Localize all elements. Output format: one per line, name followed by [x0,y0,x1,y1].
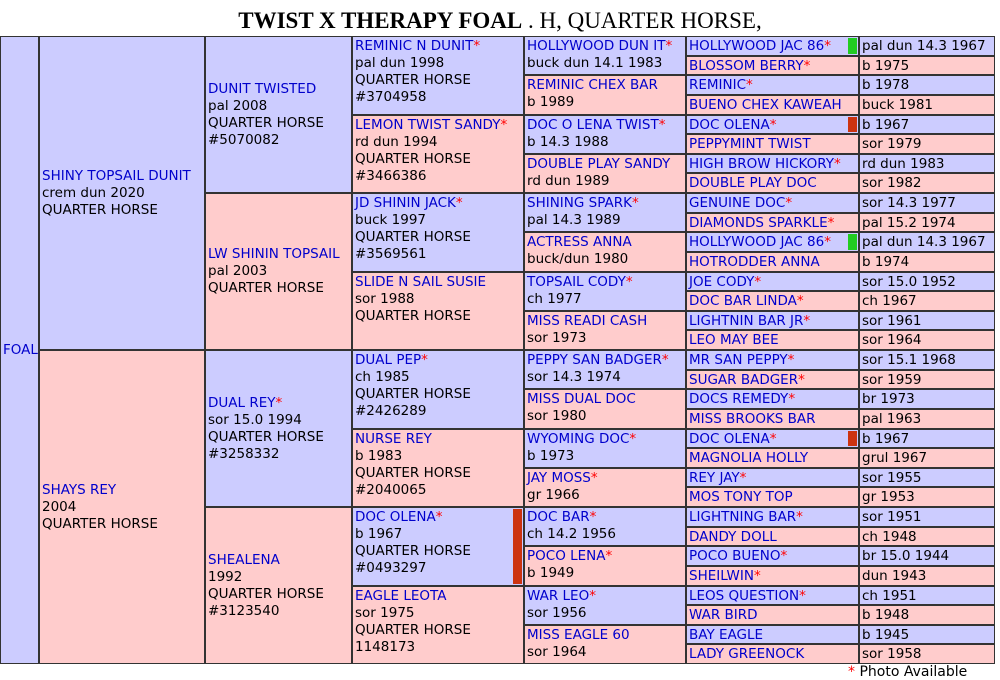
horse-cell-gen4 [524,36,686,75]
horse-name-link[interactable]: BLOSSOM BERRY [689,58,804,74]
photo-star-icon: * [746,77,753,93]
horse-detail-l1: pal 14.3 1989 [527,212,621,228]
horse-detail-l2: QUARTER HORSE [42,515,158,532]
horse-cell-gen4 [524,193,686,232]
photo-star-icon: * [665,38,673,54]
horse-cell-gen5 [686,213,859,232]
horse-detail-l1: b 14.3 1988 [527,134,609,150]
horse-info-gen5: b 1974 [859,252,995,272]
horse-detail-l2: QUARTER HORSE [208,585,324,602]
photo-star-icon: * [824,38,831,54]
green-flag-icon [848,234,857,250]
horse-name-link[interactable]: DOUBLE PLAY DOC [689,175,817,191]
horse-detail-l1: rd dun 1989 [527,173,610,189]
horse-name-link[interactable]: REMINIC CHEX BAR [527,77,658,93]
horse-name-link[interactable]: JOE CODY [689,274,755,290]
horse-info-gen5: br 1973 [859,389,995,409]
photo-star-icon: * [589,588,596,604]
photo-star-icon: * [769,431,777,447]
photo-star-icon: * [798,372,805,388]
horse-cell-gen5 [686,566,859,586]
red-flag-icon [848,117,857,132]
horse-name-link[interactable]: MR SAN PEPPY [689,352,788,368]
horse-name-link[interactable]: DOC OLENA [689,117,770,133]
photo-star-icon: * [799,588,806,604]
horse-name-line [527,195,683,212]
photo-star-icon: * [629,431,637,447]
photo-star-icon: * [661,352,669,368]
horse-info-gen5: ch 1948 [859,527,995,546]
horse-detail-l1: buck 1997 [355,212,427,228]
horse-detail-l1: sor 1964 [527,644,587,660]
horse-info-gen5: sor 1961 [859,311,995,330]
horse-detail-l2: QUARTER HORSE [355,622,471,638]
horse-name-link[interactable]: LIGHTNING BAR [689,509,797,525]
horse-cell-gen5 [686,586,859,605]
horse-cell-gen5 [686,36,859,56]
photo-star-icon: * [803,58,811,74]
horse-name-line [355,431,521,448]
horse-detail-l2: QUARTER HORSE [208,114,324,131]
horse-detail-l3: #2040065 [355,482,427,498]
photo-star-icon: * [753,568,761,584]
horse-info-gen5: sor 1979 [859,134,995,154]
horse-cell-gen4 [524,75,686,115]
horse-name-link[interactable]: MOS TONY TOP [689,489,793,505]
horse-info-gen5: dun 1943 [859,566,995,586]
horse-info-gen5: sor 1955 [859,468,995,487]
page-title: TWIST X THERAPY FOAL . H, QUARTER HORSE, [238,8,762,33]
photo-star-icon: * [605,548,613,564]
horse-name-link[interactable]: MISS READI CASH [527,313,648,329]
horse-name-link[interactable]: LIGHTNIN BAR JR [689,313,804,329]
horse-name-link[interactable]: LW SHININ TOPSAIL [208,246,340,262]
horse-cell-gen4 [524,232,686,272]
horse-cell-gen5 [686,527,859,546]
horse-name-link[interactable]: DOUBLE PLAY SANDY [527,156,671,172]
horse-name-link[interactable]: POCO LENA [527,548,606,564]
horse-name-line [527,548,683,565]
horse-cell-gen3 [352,193,524,272]
horse-name-line [355,588,521,605]
horse-detail-l2: QUARTER HORSE [355,465,471,481]
horse-detail-l1: sor 1975 [355,605,415,621]
photo-star-icon: * [803,313,811,329]
horse-detail-l1: 2004 [42,498,77,515]
horse-detail-l1: pal 2003 [208,263,268,279]
horse-info-gen5: b 1975 [859,56,995,75]
photo-star-icon: * [785,195,793,211]
horse-cell-gen4 [524,586,686,625]
photo-star-icon: * [631,195,639,211]
photo-star-icon: * [435,509,443,525]
horse-name-line [527,588,683,605]
horse-cell-gen5 [686,330,859,350]
horse-name-link[interactable]: DUAL REY [208,394,276,411]
photo-star-icon: * [473,38,481,54]
horse-name-line [527,274,683,291]
horse-cell-gen4 [524,468,686,507]
horse-name-line [355,509,509,526]
horse-info-gen5: gr 1953 [859,487,995,507]
horse-cell-gen5 [686,487,859,507]
horse-name-link[interactable]: DOC OLENA [355,509,436,525]
horse-name-line [355,274,521,291]
horse-detail-l3: #3123540 [208,602,280,619]
horse-detail-l1: buck dun 14.1 1983 [527,55,663,71]
horse-name-link[interactable]: TOPSAIL CODY [527,274,626,290]
horse-info-gen5: rd dun 1983 [859,154,995,173]
horse-detail-l2: QUARTER HORSE [355,72,471,88]
horse-name-line [527,234,683,251]
horse-name-link[interactable]: WAR BIRD [689,607,758,623]
photo-star-icon: * [827,215,835,231]
photo-star-icon: * [788,391,796,407]
horse-detail-l1: sor 15.0 1994 [208,411,302,428]
horse-name-line [208,81,349,98]
horse-detail-l3: #3466386 [355,168,427,184]
photo-star-icon: * [787,352,795,368]
horse-detail-l2: QUARTER HORSE [208,280,324,296]
foal-name-link[interactable]: FOAL [3,341,38,358]
horse-detail-l2: QUARTER HORSE [355,386,471,402]
horse-cell-gen3 [352,115,524,193]
horse-detail-l3: #5070082 [208,131,280,148]
horse-cell-gen4 [524,546,686,586]
horse-info-gen5: b 1945 [859,625,995,644]
horse-cell-gen5 [686,409,859,429]
horse-name-line [208,395,349,412]
horse-detail-l3: #2426289 [355,403,427,419]
horse-detail-l1: sor 1980 [527,408,587,424]
horse-name-link[interactable]: DOC BAR [527,509,590,525]
horse-cell-gen5 [686,56,859,75]
photo-star-icon: * [500,117,508,133]
horse-name-link[interactable]: HOLLYWOOD DUN IT [527,38,666,54]
horse-detail-l3: #0493297 [355,560,427,576]
horse-name-link[interactable]: SHINING SPARK [527,195,632,211]
photo-star-icon: * [421,352,428,368]
photo-star-icon: * [589,509,597,525]
horse-cell-gen4 [524,625,686,664]
horse-name-link[interactable]: REY JAY [689,470,740,486]
horse-cell-gen2 [205,507,352,664]
horse-info-gen5: pal dun 14.3 1967 [859,232,995,252]
horse-cell-gen3 [352,507,524,586]
horse-name-link[interactable]: JD SHININ JACK [355,195,456,211]
horse-name-line [527,352,683,369]
photo-star-icon: * [796,293,804,309]
horse-cell-gen2 [205,350,352,507]
horse-name-link[interactable]: MISS EAGLE 60 [527,627,630,643]
horse-name-line [355,117,521,134]
horse-cell-gen1 [39,350,205,664]
horse-cell-gen5 [686,429,859,448]
horse-name-link[interactable]: HOTRODDER ANNA [689,254,820,270]
horse-detail-l1: b 1989 [527,94,575,110]
horse-detail-l3: #3704958 [355,89,427,105]
horse-cell-gen5 [686,134,859,154]
horse-name-line [527,77,683,94]
photo-star-icon: * [834,156,841,172]
horse-name-link[interactable]: HOLLYWOOD JAC 86 [689,38,825,54]
horse-name-line [42,168,202,185]
horse-name-link[interactable]: MISS DUAL DOC [527,391,636,407]
horse-name-link[interactable]: HOLLYWOOD JAC 86 [689,234,825,250]
horse-info-gen5: br 15.0 1944 [859,546,995,566]
horse-cell-gen3 [352,350,524,429]
horse-detail-l3: #3569561 [355,246,427,262]
horse-name-link[interactable]: DOCS REMEDY [689,391,789,407]
horse-info-gen5: pal dun 14.3 1967 [859,36,995,56]
photo-star-icon: * [658,117,666,133]
horse-info-gen5: b 1978 [859,75,995,95]
horse-detail-l1: sor 14.3 1974 [527,369,621,385]
photo-star-icon: * [590,470,598,486]
horse-name-link[interactable]: BAY EAGLE [689,627,764,643]
horse-cell-gen5 [686,75,859,95]
horse-cell-gen5 [686,115,859,134]
horse-info-gen5: sor 14.3 1977 [859,193,995,213]
horse-info-gen5: sor 1964 [859,330,995,350]
horse-cell-gen5 [686,625,859,644]
horse-detail-l2: QUARTER HORSE [355,151,471,167]
horse-cell-gen1 [39,36,205,350]
horse-detail-l1: pal 2008 [208,97,268,114]
horse-name-link[interactable]: JAY MOSS [527,470,591,486]
horse-detail-l2: QUARTER HORSE [355,229,471,245]
horse-name-link[interactable]: SHEILWIN [689,568,754,584]
horse-name-link[interactable]: DOC OLENA [689,431,770,447]
horse-cell-gen4 [524,350,686,389]
horse-name-link[interactable]: ACTRESS ANNA [527,234,632,250]
photo-legend: * Photo Available [848,664,968,680]
horse-name-link[interactable]: DUNIT TWISTED [208,80,317,97]
horse-name-link[interactable]: PEPPYMINT TWIST [689,136,811,152]
horse-cell-gen5 [686,546,859,566]
horse-name-link[interactable]: PEPPY SAN BADGER [527,352,662,368]
horse-name-link[interactable]: EAGLE LEOTA [355,588,447,604]
horse-cell-gen3 [352,429,524,507]
horse-info-gen5: ch 1967 [859,291,995,311]
horse-name-line [355,352,521,369]
horse-detail-l1: buck/dun 1980 [527,251,629,267]
photo-star-icon: * [455,195,463,211]
photo-star-icon: * [754,274,762,290]
horse-info-gen5: sor 15.1 1968 [859,350,995,370]
horse-cell-gen5 [686,350,859,370]
horse-name-link[interactable]: SHEALENA [208,551,280,568]
horse-detail-l3: #3258332 [208,445,280,462]
horse-cell-gen4 [524,311,686,350]
horse-cell-gen2 [205,193,352,350]
foal-cell [0,36,39,664]
horse-name-link[interactable]: NURSE REY [355,431,432,447]
horse-cell-gen5 [686,154,859,173]
horse-name-line [355,38,521,55]
horse-cell-gen5 [686,173,859,193]
horse-detail-l1: ch 1977 [527,291,582,307]
horse-name-link[interactable]: BUENO CHEX KAWEAH [689,97,842,113]
horse-detail-l1: sor 1973 [527,330,587,346]
horse-detail-l2: QUARTER HORSE [42,201,158,218]
horse-info-gen5: sor 1959 [859,370,995,389]
horse-cell-gen3 [352,586,524,664]
horse-name-link[interactable]: SUGAR BADGER [689,372,799,388]
horse-detail-l1: sor 1988 [355,291,415,307]
photo-star-icon: * [275,394,283,411]
horse-detail-l1: ch 14.2 1956 [527,526,616,542]
horse-detail-l2: QUARTER HORSE [355,308,471,324]
horse-cell-gen5 [686,370,859,389]
horse-name-link[interactable]: POCO BUENO [689,548,781,564]
horse-detail-l1: ch 1985 [355,369,410,385]
horse-detail-l1: pal dun 1998 [355,55,445,71]
horse-name-line [527,627,683,644]
horse-info-gen5: sor 1982 [859,173,995,193]
horse-cell-gen5 [686,605,859,625]
horse-name-line [527,117,683,134]
horse-cell-gen5 [686,448,859,468]
horse-cell-gen2 [205,36,352,193]
horse-info-gen5: b 1948 [859,605,995,625]
horse-cell-gen4 [524,507,686,546]
horse-name-line [42,482,202,499]
red-flag-icon [848,431,857,446]
horse-cell-gen5 [686,507,859,527]
photo-star-icon: * [769,117,777,133]
horse-name-line [208,246,349,263]
horse-info-gen5: grul 1967 [859,448,995,468]
red-flag-icon [513,509,522,584]
horse-info-gen5: sor 15.0 1952 [859,272,995,291]
foal-name-line [3,342,36,359]
horse-detail-l3: 1148173 [355,639,416,655]
horse-cell-gen5 [686,291,859,311]
horse-name-line [208,552,349,569]
horse-name-link[interactable]: REMINIC N DUNIT [355,38,474,54]
horse-cell-gen3 [352,36,524,115]
horse-cell-gen5 [686,311,859,330]
horse-info-gen5: b 1967 [859,115,995,134]
photo-star-icon: * [824,234,831,250]
horse-name-link[interactable]: DOC BAR LINDA [689,293,797,309]
horse-info-gen5: sor 1958 [859,644,995,664]
horse-cell-gen4 [524,429,686,468]
horse-cell-gen4 [524,272,686,311]
horse-detail-l1: 1992 [208,568,243,585]
horse-detail-l1: b 1949 [527,565,575,581]
horse-cell-gen5 [686,272,859,291]
horse-cell-gen5 [686,644,859,664]
horse-info-gen5: pal 15.2 1974 [859,213,995,232]
horse-name-line [527,509,683,526]
horse-name-link[interactable]: WAR LEO [527,588,590,604]
horse-detail-l2: QUARTER HORSE [355,543,471,559]
horse-name-link[interactable]: GENUINE DOC [689,195,786,211]
photo-star-icon: * [796,509,803,525]
horse-cell-gen5 [686,252,859,272]
horse-detail-l2: QUARTER HORSE [208,428,324,445]
horse-detail-l1: sor 1956 [527,605,587,621]
horse-detail-l1: gr 1966 [527,487,580,503]
green-flag-icon [848,38,857,54]
horse-cell-gen5 [686,232,859,252]
horse-name-link[interactable]: DUAL PEP [355,352,422,368]
horse-info-gen5: ch 1951 [859,586,995,605]
horse-name-link[interactable]: HIGH BROW HICKORY [689,156,835,172]
horse-info-gen5: pal 1963 [859,409,995,429]
horse-cell-gen5 [686,468,859,487]
photo-star-icon: * [780,548,788,564]
horse-name-line [527,156,683,173]
horse-cell-gen5 [686,95,859,115]
horse-name-line [527,431,683,448]
horse-detail-l1: b 1983 [355,448,403,464]
horse-name-link[interactable]: DOC O LENA TWIST [527,117,659,133]
horse-name-link[interactable]: DANDY DOLL [689,529,777,545]
horse-cell-gen4 [524,154,686,193]
horse-name-line [527,470,683,487]
photo-star-icon: * [739,470,747,486]
horse-cell-gen5 [686,389,859,409]
horse-info-gen5: b 1967 [859,429,995,448]
horse-name-link[interactable]: WYOMING DOC [527,431,630,447]
horse-cell-gen4 [524,389,686,429]
horse-detail-l1: rd dun 1994 [355,134,438,150]
horse-name-link[interactable]: MAGNOLIA HOLLY [689,450,809,466]
horse-name-line [527,313,683,330]
horse-detail-l1: crem dun 2020 [42,184,145,201]
horse-info-gen5: sor 1951 [859,507,995,527]
horse-cell-gen4 [524,115,686,154]
horse-name-link[interactable]: REMINIC [689,77,747,93]
horse-info-gen5: buck 1981 [859,95,995,115]
horse-name-link[interactable]: SHINY TOPSAIL DUNIT [42,167,191,184]
horse-name-line [355,195,521,212]
horse-cell-gen3 [352,272,524,350]
horse-name-link[interactable]: LADY GREENOCK [689,646,805,662]
horse-name-line [527,38,683,55]
horse-name-link[interactable]: SLIDE N SAIL SUSIE [355,274,487,290]
photo-star-icon: * [625,274,633,290]
horse-name-link[interactable]: SHAYS REY [42,481,117,498]
horse-name-link[interactable]: LEO MAY BEE [689,332,779,348]
horse-name-link[interactable]: LEOS QUESTION [689,588,800,604]
horse-name-line [527,391,683,408]
horse-detail-l1: b 1973 [527,448,575,464]
horse-name-link[interactable]: DIAMONDS SPARKLE [689,215,828,231]
horse-name-link[interactable]: MISS BROOKS BAR [689,411,816,427]
horse-cell-gen5 [686,193,859,213]
horse-name-link[interactable]: LEMON TWIST SANDY [355,117,501,133]
horse-detail-l1: b 1967 [355,526,403,542]
